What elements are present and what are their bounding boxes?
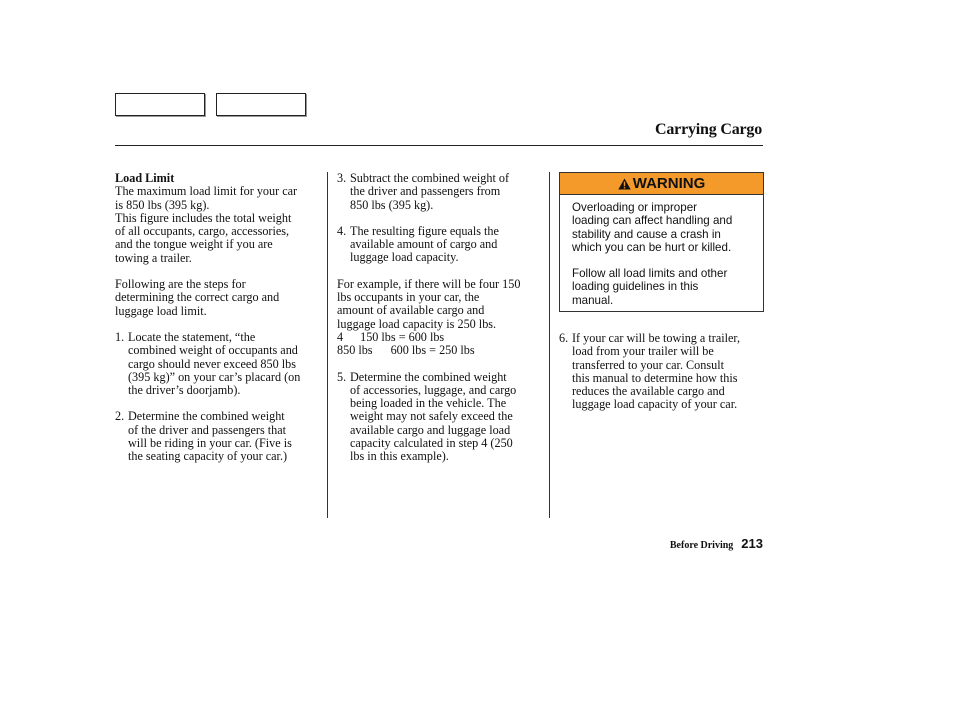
calc-result: 150 lbs = 600 lbs [360,329,445,344]
text-line: the driver’s doorjamb). [128,383,241,398]
paragraph-load-limit [115,185,320,265]
header-tab-box-1 [115,93,205,116]
text-line: which you can be hurt or killed. [572,240,732,254]
step-4 [337,225,542,265]
title-rule [115,145,763,146]
calc-operand: 4 [337,329,344,344]
text-line: reduces the available cargo and [572,384,725,399]
text-line: is 850 lbs (395 kg). [115,197,210,212]
warning-triangle-icon [618,178,631,190]
step-number: 2. [115,409,125,424]
text-line: combined weight of occupants and [128,343,298,358]
text-line: amount of available cargo and [337,303,485,318]
warning-body [560,195,763,307]
text-line: Determine the combined weight [128,409,285,424]
text-line: capacity calculated in step 4 (250 [350,436,513,451]
footer-section-name: Before Driving [669,540,734,551]
text-line: Determine the combined weight [350,369,507,384]
paragraph-steps-intro [115,278,320,318]
calc-result: 600 lbs = 250 lbs [390,343,475,358]
text-line: available cargo and luggage load [350,422,511,437]
calc-operand: 850 lbs [337,343,373,358]
text-line: This figure includes the total weight [115,210,292,225]
column-1 [115,172,320,477]
text-line: For example, if there will be four 150 [337,276,521,291]
step-number: 4. [337,223,347,238]
page-footer [670,536,763,551]
text-line: The resulting figure equals the [350,223,499,238]
text-line: stability and cause a crash in [572,227,721,241]
calc-line-2 [337,344,542,357]
text-line: of the driver and passengers that [128,422,287,437]
text-line: 850 lbs (395 kg). [350,197,434,212]
text-line: luggage load capacity of your car. [572,397,738,412]
text-line: available amount of cargo and [350,237,498,252]
text-line: Locate the statement, “the [128,329,256,344]
text-line: and the tongue weight if you are [115,237,273,252]
text-line: luggage load limit. [115,303,207,318]
step-1 [115,331,320,397]
step-6 [559,332,764,412]
text-line: lbs occupants in your car, the [337,290,480,305]
warning-paragraph-2 [572,267,751,307]
text-line: of all occupants, cargo, accessories, [115,224,290,239]
warning-label: WARNING [632,175,706,192]
text-line: The maximum load limit for your car [115,184,298,199]
step-number: 5. [337,369,347,384]
column-2 [337,172,542,477]
text-line: luggage load capacity is 250 lbs. [337,316,497,331]
text-line: the seating capacity of your car.) [128,449,288,464]
warning-paragraph-1 [572,201,751,254]
step-number: 3. [337,171,347,185]
page-number: 213 [741,536,763,551]
text-line: Subtract the combined weight of [350,171,510,185]
text-line: Overloading or improper [572,201,698,214]
text-line: Following are the steps for [115,277,246,292]
step-5 [337,371,542,464]
text-line: determining the correct cargo and [115,290,280,305]
text-line: the driver and passengers from [350,184,501,199]
paragraph-example [337,278,542,358]
column-3 [559,332,764,425]
text-line: transferred to your car. Consult [572,357,724,372]
text-line: being loaded in the vehicle. The [350,396,507,411]
text-line: loading guidelines in this [572,280,699,294]
text-line: Follow all load limits and other [572,267,728,281]
column-divider-1 [327,172,328,518]
text-line: towing a trailer. [115,250,192,265]
text-line: loading can affect handling and [572,214,733,228]
warning-box [559,172,764,312]
text-line: cargo should never exceed 850 lbs [128,356,296,371]
text-line: (395 kg)” on your car’s placard (on [128,369,301,384]
text-line: luggage load capacity. [350,250,459,265]
text-line: If your car will be towing a trailer, [572,331,741,345]
text-line: this manual to determine how this [572,370,738,385]
column-divider-2 [549,172,550,518]
step-3 [337,172,542,212]
text-line: will be riding in your car. (Five is [128,436,292,451]
header-tab-box-2 [216,93,306,116]
text-line: of accessories, luggage, and cargo [350,382,517,397]
text-line: manual. [572,293,614,307]
text-line: load from your trailer will be [572,344,714,359]
text-line: lbs in this example). [350,449,449,464]
step-number: 6. [559,331,569,345]
text-line: weight may not safely exceed the [350,409,513,424]
calc-line-1 [337,331,542,344]
step-2 [115,410,320,463]
section-heading: Load Limit [115,171,175,185]
step-number: 1. [115,329,125,344]
warning-header [560,173,763,195]
page-title: Carrying Cargo [655,121,762,138]
